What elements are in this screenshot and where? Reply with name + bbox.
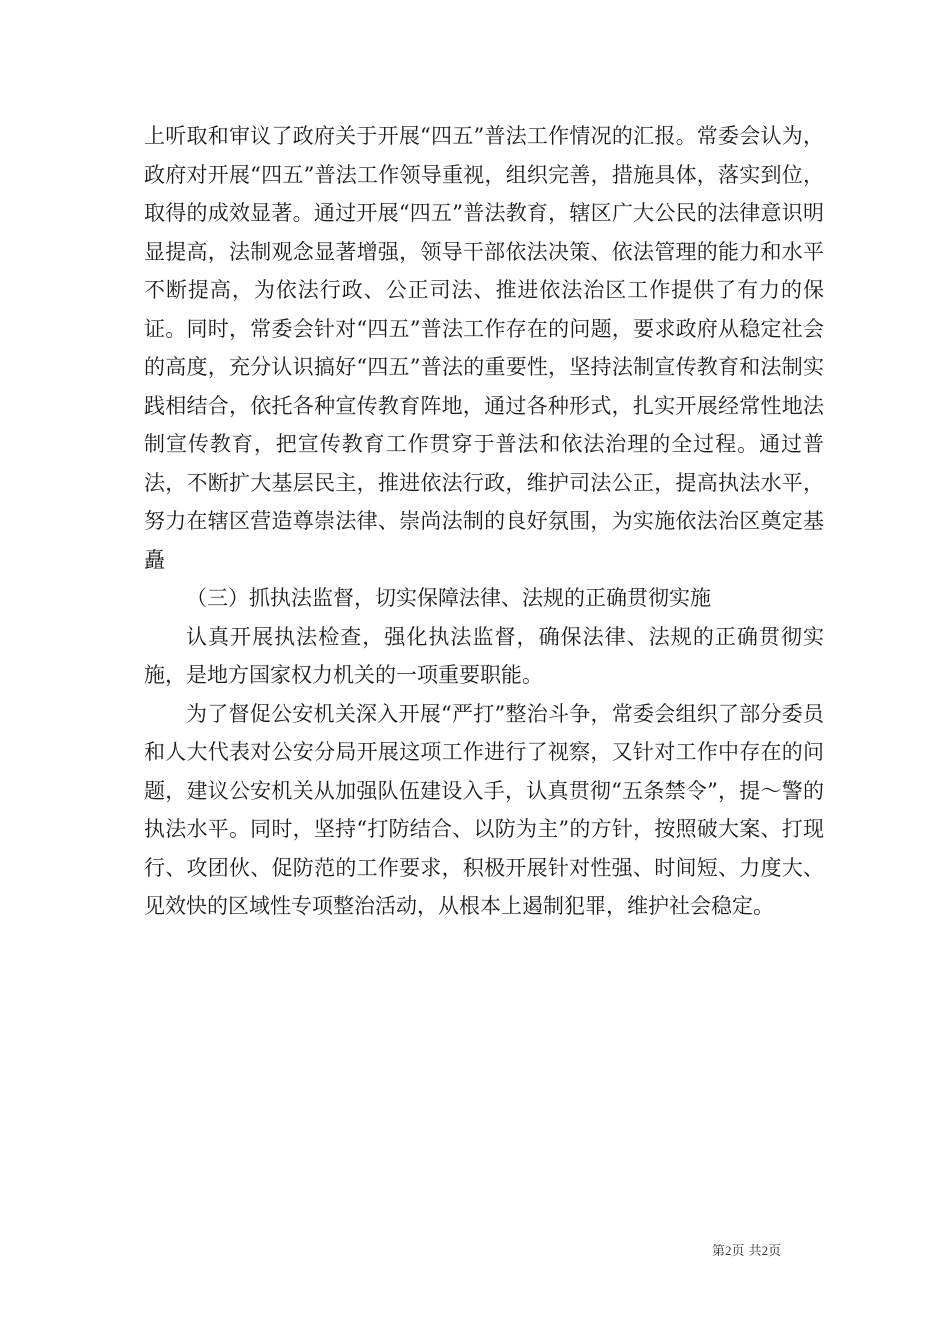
footer-prefix: 第 (712, 1244, 726, 1259)
paragraph-public-security: 为了督促公安机关深入开展“严打”整治斗争，常委会组织了部分委员和人大代表对公安分局开展这项工作进行了视察，又针对工作中存在的问题，建议公安机关从加强队伍建设入手，认真贯彻“五条禁令”，提～警的执法水平。同时，坚持“打防结合、以防为主”的方针，按照破大案、打现行、攻团伙、促防范的工作要求，积极开展针对性强、时间短、力度大、见效快的区域性专项整治活动，从根本上遏制犯罪，维护社会稳定。 (144, 701, 824, 918)
section-heading: （三）抓执法监督，切实保障法律、法规的正确贯彻实施 (186, 586, 711, 610)
footer-total-pages: 2 (761, 1243, 769, 1258)
paragraph-inspection: 认真开展执法检查，强化执法监督，确保法律、法规的正确贯彻实施，是地方国家权力机关的一项重要职能。 (144, 624, 824, 687)
document-body (144, 117, 824, 926)
footer-current-page: 2 (725, 1243, 732, 1258)
paragraph-continuation: 上听取和审议了政府关于开展“四五”普法工作情况的汇报。常委会认为，政府对开展“四五”普法工作领导重视，组织完善，措施具体，落实到位，取得的成效显著。通过开展“四五”普法教育，辖区广大公民的法律意识明显提高，法制观念显著增强，领导干部依法决策、依法管理的能力和水平不断提高，为依法行政、公正司法、推进依法治区工作提供了有力的保证。同时，常委会针对“四五”普法工作存在的问题，要求政府从稳定社会的高度，充分认识搞好“四五”普法的重要性，坚持法制宣传教育和法制实践相结合，依托各种宣传教育阵地，通过各种形式，扎实开展经常性地法制宣传教育，把宣传教育工作贯穿于普法和依法治理的全过程。通过普法，不断扩大基层民主，推进依法行政，维护司法公正，提高执法水平，努力在辖区营造尊崇法律、崇尚法制的良好氛围，为实施依法治区奠定基矗 (144, 124, 824, 572)
footer-middle: 页 共 (731, 1244, 762, 1259)
page-number-footer (712, 1243, 781, 1260)
footer-suffix: 页 (768, 1244, 782, 1259)
